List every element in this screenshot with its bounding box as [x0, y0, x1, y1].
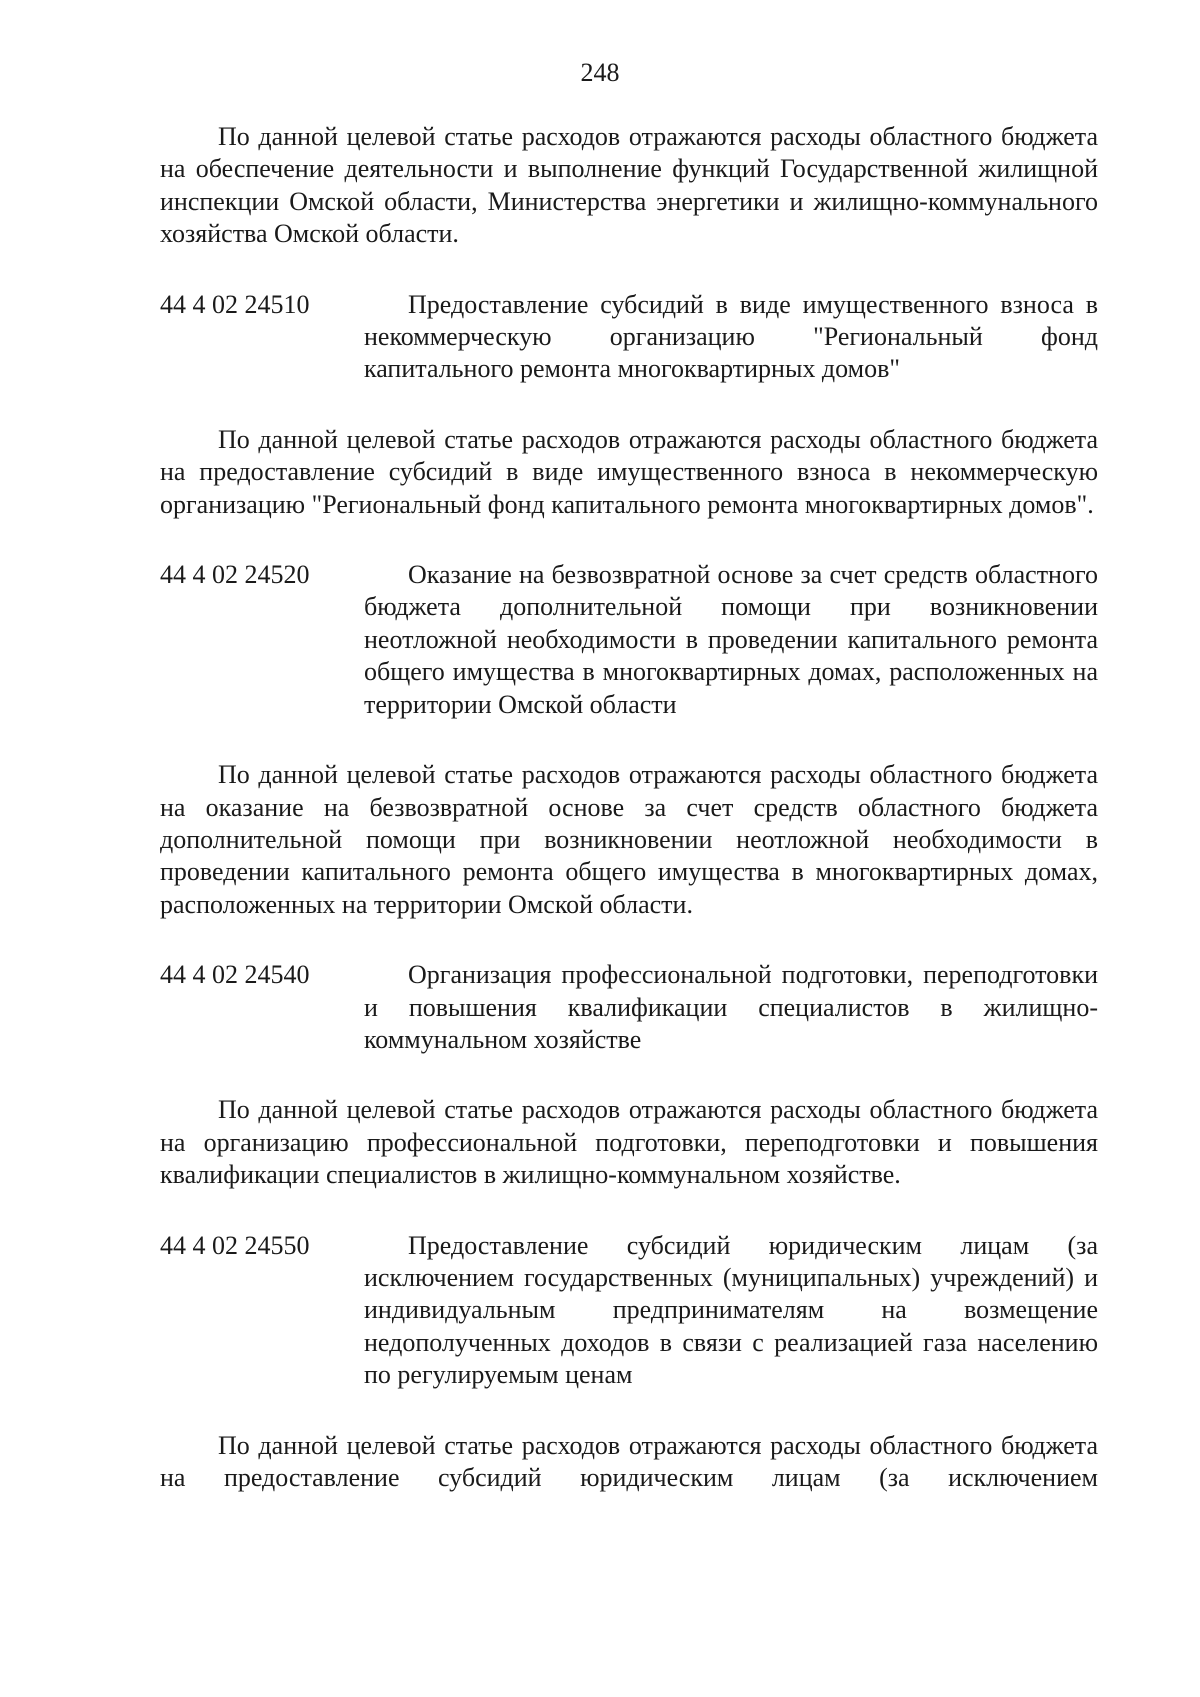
intro-paragraph: По данной целевой статье расходов отражаются расходы областного бюджета на обеспечение деятельности и выполнение функций Государственной жилищной инспекции Омской области, Министерства энергетики и жилищно-коммунального хозяйства Омской области. [160, 122, 1098, 249]
entry-title: Организация профессиональной подготовки, переподготовки и повышения квалификации специалистов в жилищно-коммунальном хозяйстве [364, 960, 1098, 1054]
budget-entry-24550 [160, 1230, 1098, 1392]
entry-description: По данной целевой статье расходов отражаются расходы областного бюджета на организацию профессиональной подготовки, переподготовки и повышения квалификации специалистов в жилищно-коммунальном хозяйстве. [160, 1095, 1098, 1190]
budget-entry-24540 [160, 959, 1098, 1056]
entry-title: Предоставление субсидий в виде имущественного взноса в некоммерческую организацию "Региональный фонд капитального ремонта многоквартирных домов" [364, 289, 1098, 384]
budget-entry-24520 [160, 559, 1098, 721]
entry-code: 44 4 02 24520 [160, 560, 310, 590]
entry-code: 44 4 02 24540 [160, 960, 310, 990]
document-body [160, 121, 1098, 1494]
page-number: 248 [580, 58, 620, 87]
entry-code: 44 4 02 24510 [160, 289, 310, 319]
entry-title: Оказание на безвозвратной основе за счет средств областного бюджета дополнительной помощи при возникновении неотложной необходимости в проведении капитального ремонта общего имущества в многоквартирных домах, расположенных на территории Омской области [364, 560, 1098, 719]
entry-description: По данной целевой статье расходов отражаются расходы областного бюджета на оказание на безвозвратной основе за счет средств областного бюджета дополнительной помощи при возникновении неотложной необходимости в проведении капитального ремонта общего имущества в многоквартирных домах, расположенных на территории Омской области. [160, 760, 1098, 919]
entry-title: Предоставление субсидий юридическим лицам (за исключением государственных (муниципальных) учреждений) и индивидуальным предпринимателям на возмещение недополученных доходов в связи с реализацией газа населению по регулируемым ценам [364, 1230, 1098, 1390]
entry-code: 44 4 02 24550 [160, 1230, 310, 1260]
budget-entry-24510 [160, 289, 1098, 386]
entry-description: По данной целевой статье расходов отражаются расходы областного бюджета на предоставление субсидий юридическим лицам (за исключением [160, 1430, 1098, 1492]
entry-description: По данной целевой статье расходов отражаются расходы областного бюджета на предоставление субсидий в виде имущественного взноса в некоммерческую организацию "Региональный фонд капитального ремонта многоквартирных домов". [160, 424, 1098, 519]
